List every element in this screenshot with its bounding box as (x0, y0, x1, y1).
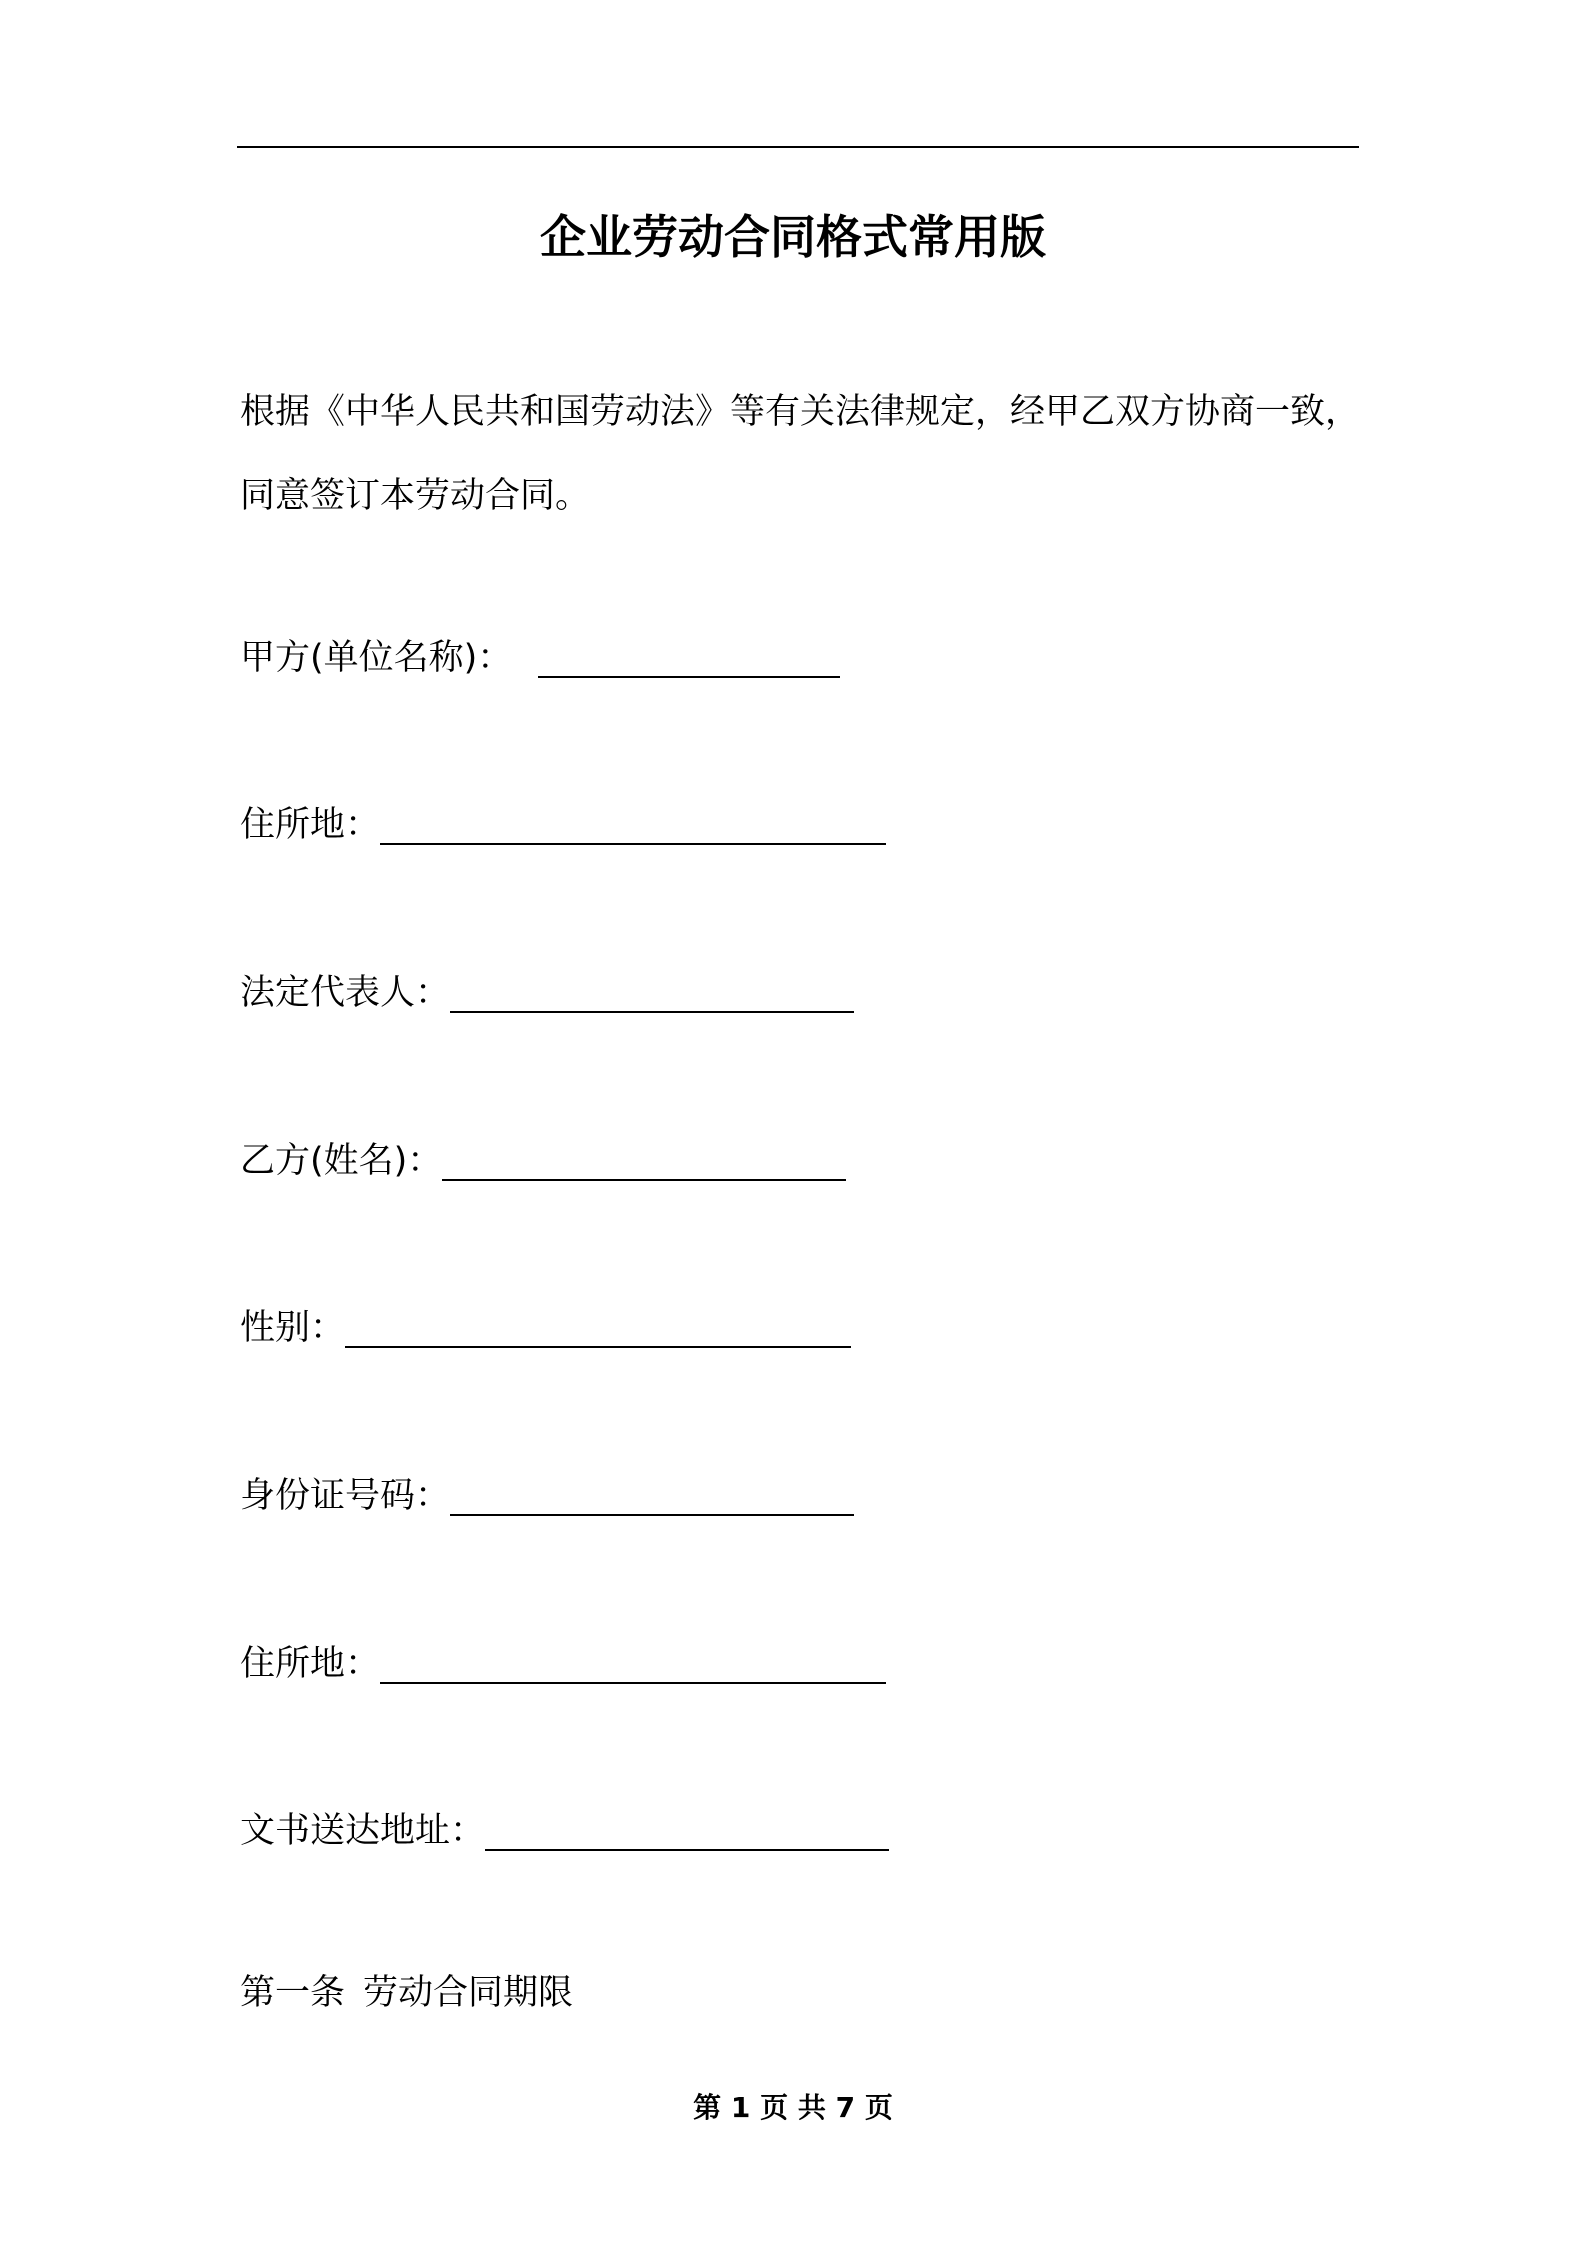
page-number-footer: 第 1 页 共 7 页 (693, 2091, 893, 2124)
field-delivery-address (240, 1801, 889, 1857)
fill-in-blank[interactable] (450, 1011, 854, 1013)
intro-paragraph: 根据《中华人民共和国劳动法》等有关法律规定，经甲乙双方协商一致，同意签订本劳动合同。 (240, 392, 1361, 516)
fill-in-blank[interactable] (380, 843, 886, 845)
field-label: 身份证号码： (240, 1476, 451, 1516)
field-label: 住所地： (240, 805, 381, 845)
fill-in-blank[interactable] (345, 1346, 851, 1348)
field-label: 文书送达地址： (240, 1811, 486, 1851)
field-id-number (240, 1466, 854, 1522)
field-label: 性别： (240, 1308, 346, 1348)
document-title: 企业劳动合同格式常用版 (540, 210, 1046, 264)
fill-in-blank[interactable] (450, 1514, 854, 1516)
section-heading (240, 1965, 573, 2021)
field-label: 法定代表人： (240, 973, 451, 1013)
fill-in-blank[interactable] (538, 676, 840, 678)
field-legal-representative (240, 963, 854, 1019)
fill-in-blank[interactable] (442, 1179, 846, 1181)
section-number: 第一条 (240, 1973, 346, 2013)
field-party-b-name (240, 1131, 846, 1187)
field-label: 住所地： (240, 1644, 381, 1684)
section-title: 劳动合同期限 (363, 1973, 574, 2013)
header-rule (237, 146, 1359, 148)
fill-in-blank[interactable] (380, 1682, 886, 1684)
field-party-a-address (240, 795, 886, 851)
field-party-b-address (240, 1634, 886, 1690)
fill-in-blank[interactable] (485, 1849, 889, 1851)
field-label: 乙方(姓名)： (240, 1141, 443, 1181)
field-gender (240, 1298, 851, 1354)
field-label: 甲方(单位名称)： (240, 638, 513, 678)
field-party-a-name (240, 628, 840, 684)
